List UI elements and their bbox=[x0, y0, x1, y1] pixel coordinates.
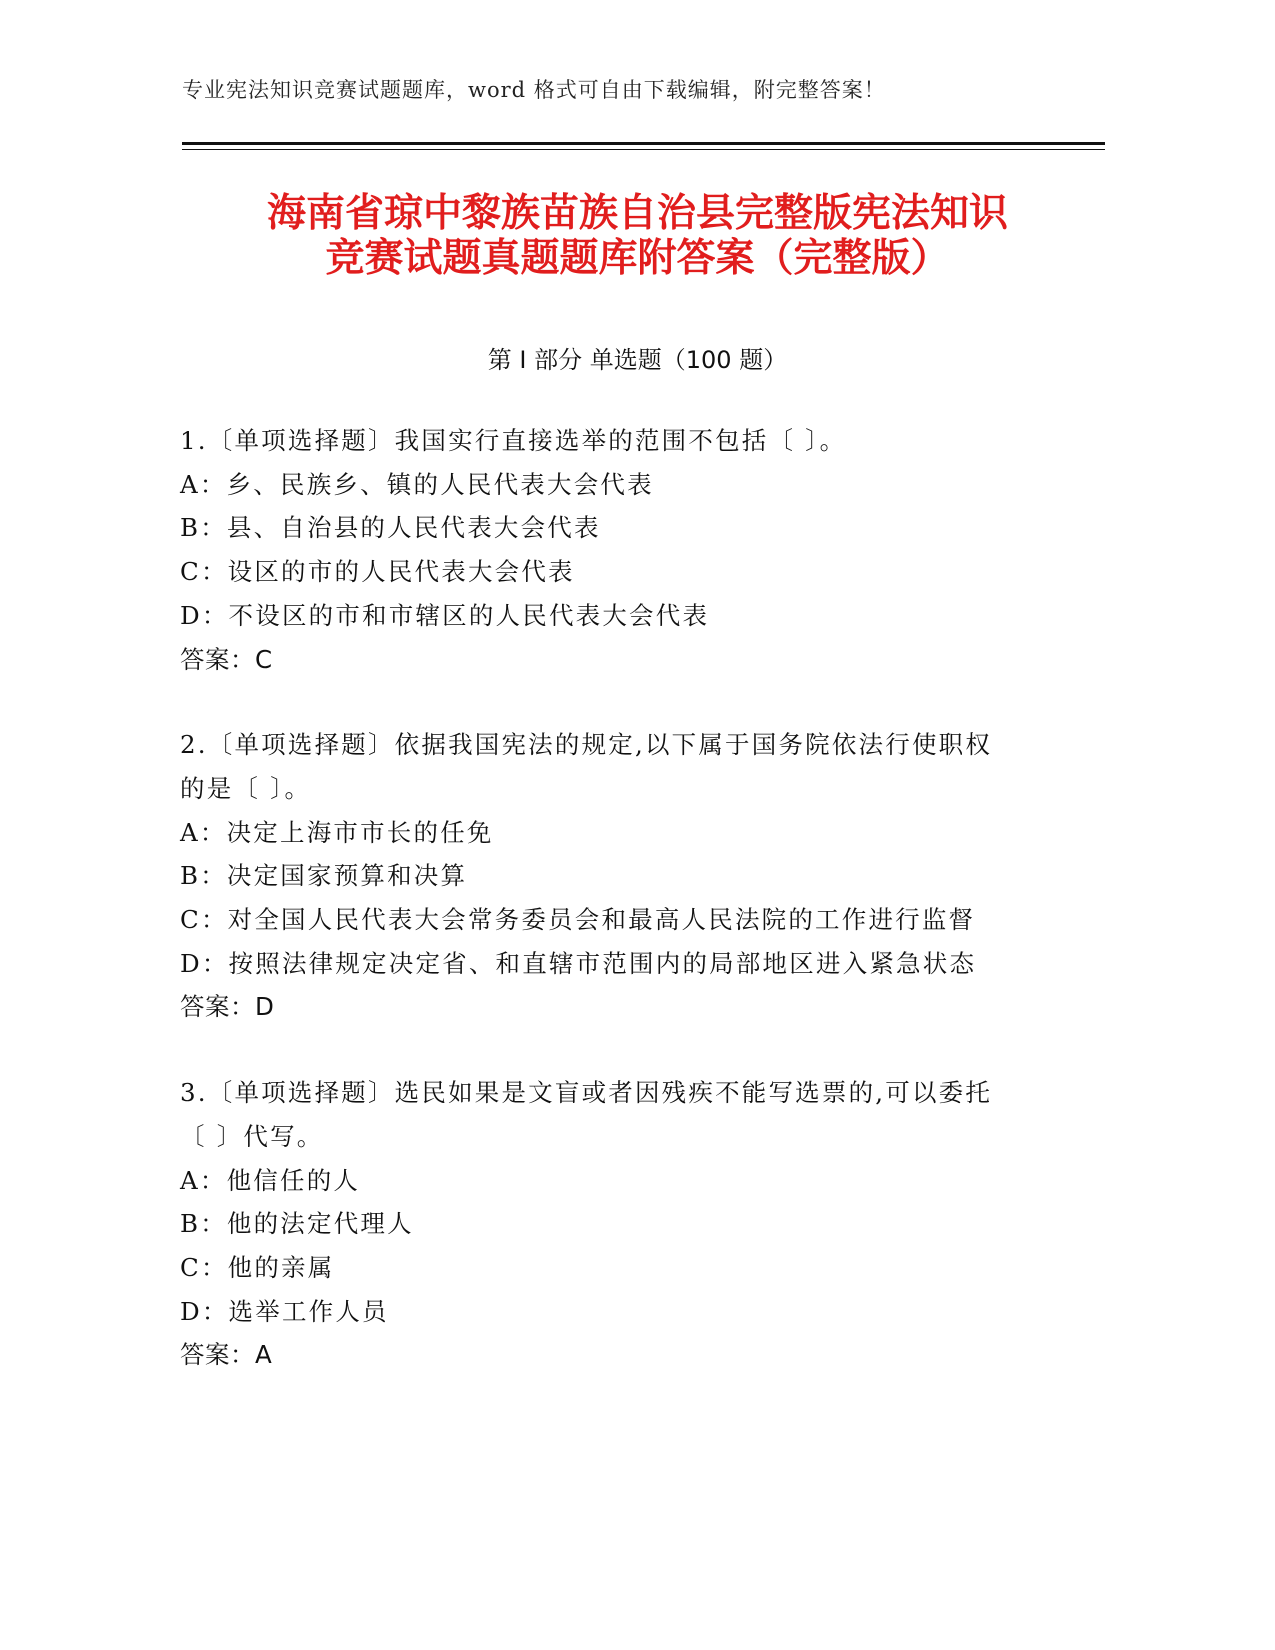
option-b: B：决定国家预算和决算 bbox=[180, 861, 468, 891]
answer-label: 答案： bbox=[180, 992, 255, 1022]
answer-label: 答案： bbox=[180, 644, 255, 674]
option-a: A：决定上海市市长的任免 bbox=[180, 817, 494, 847]
option-b: B：他的法定代理人 bbox=[180, 1209, 414, 1239]
document-title bbox=[150, 191, 1125, 281]
answer-value: A bbox=[255, 1340, 273, 1370]
option-b: B：县、自治县的人民代表大会代表 bbox=[180, 513, 601, 543]
option-d: D：不设区的市和市辖区的人民代表大会代表 bbox=[180, 600, 710, 630]
answer bbox=[180, 1333, 1030, 1377]
answer-label: 答案： bbox=[180, 1340, 255, 1370]
answer-value: C bbox=[255, 644, 273, 674]
answer bbox=[180, 985, 1030, 1029]
question-text-continued: 的是〔 〕。 bbox=[180, 773, 312, 803]
option-c: C：他的亲属 bbox=[180, 1252, 335, 1282]
question-text: 1.〔单项选择题〕我国实行直接选举的范围不包括〔 〕。 bbox=[180, 426, 847, 455]
question-2 bbox=[180, 723, 1030, 1029]
header-note: 专业宪法知识竞赛试题题库，word 格式可自由下载编辑，附完整答案！ bbox=[182, 78, 886, 102]
question-1 bbox=[180, 419, 1030, 681]
document-title-line-1: 海南省琼中黎族苗族自治县完整版宪法知识 bbox=[266, 191, 1008, 236]
question-text-continued: 〔 〕代写。 bbox=[180, 1121, 324, 1151]
question-3 bbox=[180, 1071, 1030, 1377]
option-c: C：设区的市的人民代表大会代表 bbox=[180, 557, 575, 587]
option-d: D：按照法律规定决定省、和直辖市范围内的局部地区进入紧急状态 bbox=[180, 948, 977, 978]
question-list bbox=[180, 419, 1030, 1419]
section-title: 第 I 部分 单选题（100 题） bbox=[487, 346, 788, 374]
document-title-line-2: 竞赛试题真题题库附答案（完整版） bbox=[325, 236, 950, 281]
answer bbox=[180, 638, 1030, 682]
option-a: A：他信任的人 bbox=[180, 1165, 361, 1195]
option-a: A：乡、民族乡、镇的人民代表大会代表 bbox=[180, 469, 654, 499]
question-text: 3.〔单项选择题〕选民如果是文盲或者因残疾不能写选票的,可以委托 bbox=[180, 1078, 993, 1108]
option-d: D：选举工作人员 bbox=[180, 1296, 389, 1326]
answer-value: D bbox=[255, 992, 275, 1022]
header-rule-thin bbox=[182, 149, 1105, 150]
header-rule-thick bbox=[182, 142, 1105, 145]
question-text: 2.〔单项选择题〕依据我国宪法的规定,以下属于国务院依法行使职权 bbox=[180, 730, 993, 760]
option-c: C：对全国人民代表大会常务委员会和最高人民法院的工作进行监督 bbox=[180, 905, 976, 935]
